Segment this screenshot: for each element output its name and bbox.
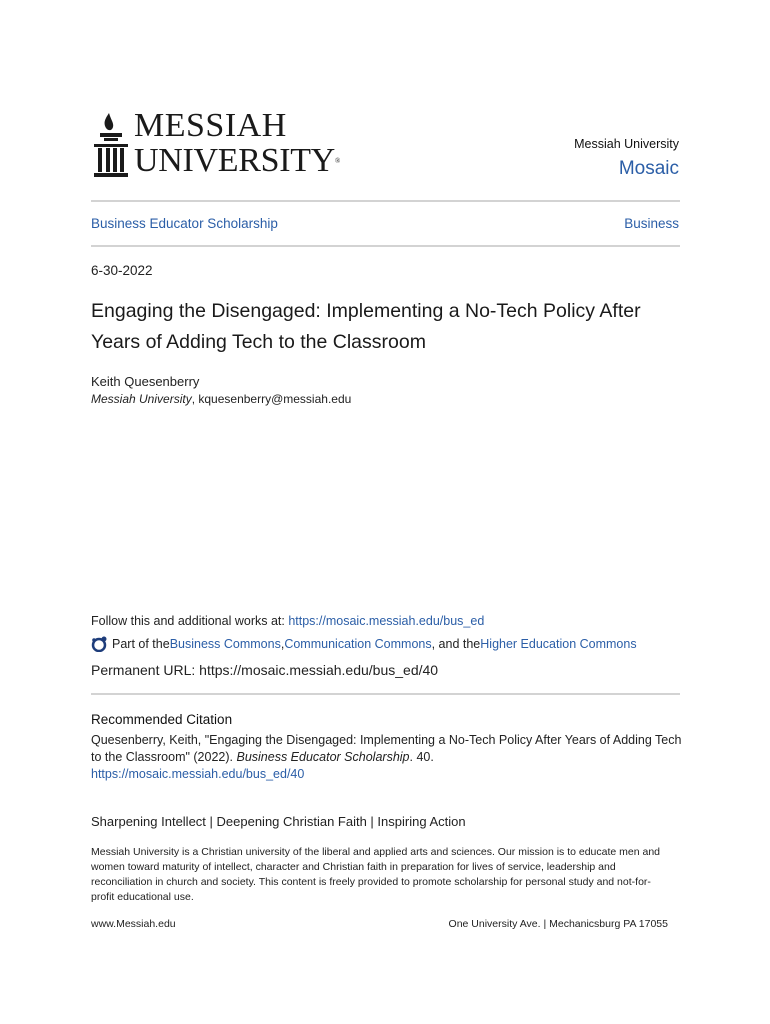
department-link[interactable]: Business [624,216,679,231]
logo-wordmark-line2: UNIVERSITY® [134,142,341,179]
higher-education-commons-link[interactable]: Higher Education Commons [480,637,637,651]
citation-text: Quesenberry, Keith, "Engaging the Disengaged: Implementing a No-Tech Policy After Years of Adding Tech to the Classroom" (2022). Business Educator Scholarship. 40. https://mosaic.messiah.edu/bus_ed/40 [91,733,682,781]
follow-line: Follow this and additional works at: https://mosaic.messiah.edu/bus_ed [91,614,485,628]
part-of-line: Part of the Business Commons , Communication Commons , and the Higher Education Commons [91,636,637,652]
divider [91,693,680,695]
university-motto: Sharpening Intellect | Deepening Christian Faith | Inspiring Action [91,814,466,829]
mission-statement: Messiah University is a Christian university of the liberal and applied arts and sciences. Our mission is to educate men and women toward maturity of intellect, character and Christian faith in preparation for lives of service, leadership and reconciliation in church and society. This content is freely provided to promote scholarship for personal study and not-for-profit educational use. [91,846,661,903]
collection-link[interactable]: Business Educator Scholarship [91,216,278,231]
institution-name: Messiah University [574,137,679,151]
paper-title: Engaging the Disengaged: Implementing a No-Tech Policy After Years of Adding Tech to the Classroom [91,300,641,353]
logo-wordmark-line1: MESSIAH [134,107,287,144]
divider [91,200,680,202]
repository-link[interactable]: Mosaic [618,158,679,179]
author-affiliation: Messiah University, kquesenberry@messiah.edu [91,392,352,406]
citation-heading: Recommended Citation [91,712,233,727]
university-logo-lamp-icon [92,111,130,179]
divider [91,245,680,247]
follow-url-link[interactable]: https://mosaic.messiah.edu/bus_ed [288,614,485,628]
footer-address: One University Ave. | Mechanicsburg PA 17055 [448,918,668,930]
footer-website: www.Messiah.edu [91,918,176,930]
commons-network-icon [91,636,109,652]
communication-commons-link[interactable]: Communication Commons [284,637,432,651]
business-commons-link[interactable]: Business Commons [169,637,281,651]
publication-date: 6-30-2022 [91,263,153,278]
citation-journal: Business Educator Scholarship [236,750,410,764]
citation-url-link[interactable]: https://mosaic.messiah.edu/bus_ed/40 [91,767,305,781]
permanent-url: Permanent URL: https://mosaic.messiah.edu/bus_ed/40 [91,662,439,678]
author-email: kquesenberry@messiah.edu [198,392,352,406]
author-name: Keith Quesenberry [91,374,200,389]
